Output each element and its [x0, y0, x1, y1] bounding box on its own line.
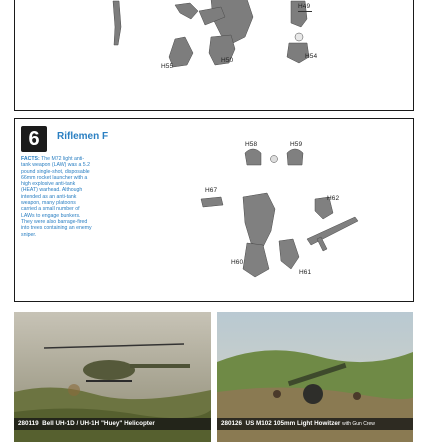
rifle-part: [307, 217, 358, 245]
torso-part-h60: [243, 193, 275, 247]
product-name: US M102 105mm Light Howitzer: [245, 420, 341, 427]
part-label-h54: H54: [305, 53, 318, 60]
assembly-step-panel-6: [14, 118, 414, 302]
head-part-h58: [245, 149, 261, 165]
leader-line: [298, 11, 312, 12]
part-label-h55: H55: [161, 63, 174, 70]
product-suffix: with Gun Crew: [342, 421, 375, 427]
product-code: 280126: [221, 420, 243, 427]
parts-illustration-top: [15, 0, 415, 112]
product-name: Bell UH-1D / UH-1H "Huey" Helicopter: [42, 420, 155, 427]
step-number-badge: 6: [21, 126, 47, 152]
product-caption-huey: [14, 418, 211, 430]
product-caption-howitzer: [217, 418, 413, 430]
assembly-step-panel-top: [14, 0, 414, 111]
arm-part-h67: [201, 197, 223, 207]
part-label-h62: H62: [327, 195, 340, 202]
head-part-h59: [287, 149, 303, 165]
product-photo-howitzer[interactable]: [217, 312, 413, 442]
part-label-h59: H59: [290, 141, 303, 148]
part-label-h61: H61: [299, 269, 312, 276]
part-label-h67: H67: [205, 187, 218, 194]
part-label-h50: H50: [221, 57, 234, 64]
facts-text: The M72 light anti-tank weapon (LAW) was a 5.2 pound single-shot, disposable 66mm rocket launcher with a high explosive anti-tank (HEAT) warhead. Although intended as an anti-tank weapon, many platoons carried a small number of LAWs to engage bunkers. They were also barrage-fired into trees containing an enemy sniper.: [21, 156, 92, 238]
parts-illustration-step6: [15, 119, 415, 303]
product-code: 280119: [18, 420, 39, 427]
product-photo-huey[interactable]: [14, 312, 211, 442]
part-label-h60: H60: [231, 259, 244, 266]
step-title: Riflemen F: [57, 131, 109, 142]
part-label-h58: H58: [245, 141, 258, 148]
facts-heading: FACTS:: [21, 156, 40, 162]
rifle-part: [113, 1, 121, 45]
boot-part-h61: [279, 239, 299, 269]
part-label-h49: H49: [298, 3, 311, 10]
